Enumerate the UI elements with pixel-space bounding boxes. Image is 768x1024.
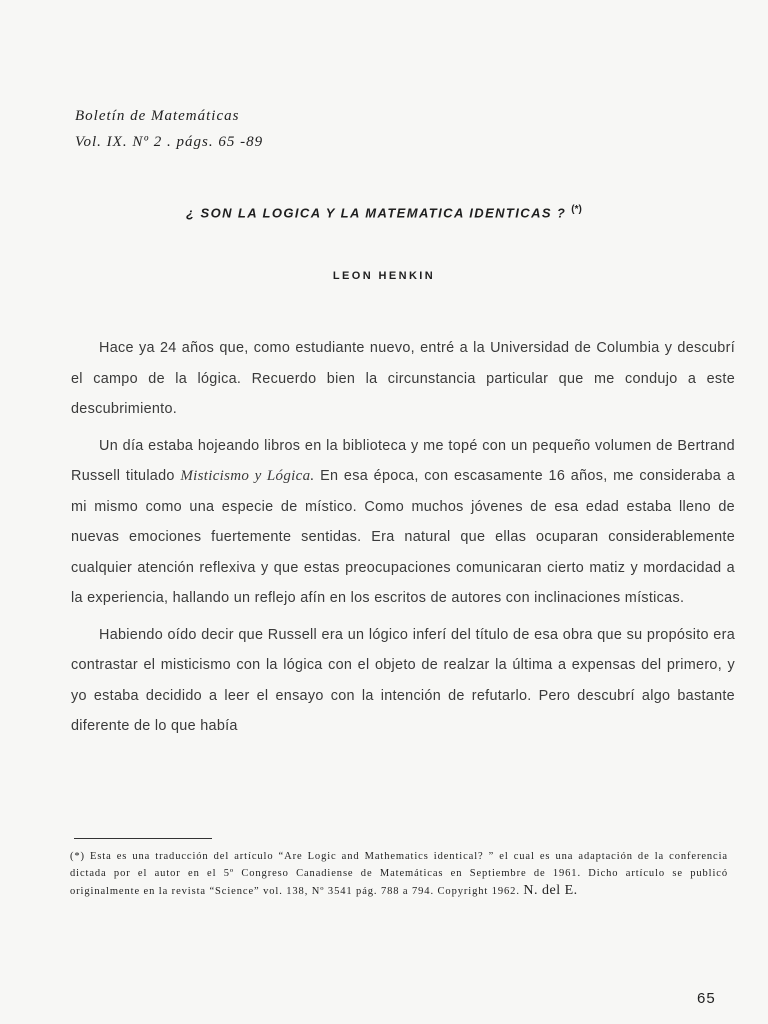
paragraph-2-start: Un día estaba hojeando libros en la biblioteca y me topé con un pequeño volumen de Bertrand Russell titulado xyxy=(71,437,735,484)
footnote xyxy=(70,848,728,900)
paragraph-1: Hace ya 24 años que, como estudiante nuevo, entré a la Universidad de Columbia y descubrí el campo de la lógica. Recuerdo bien la circunstancia particular que me condujo a este descubrimiento. xyxy=(71,340,735,417)
journal-volume: Vol. IX. Nº 2 . págs. 65 -89 xyxy=(75,134,264,150)
footnote-text: (*) Esta es una traducción del artículo “Are Logic and Mathematics identical? ” el cual es una adaptación de la conferencia dictada por el autor en el 5º Congreso Canadiense de Matemáticas en Septiembre de 1961. Dicho artículo se publicó originalmente en la revista “Science” vol. 138, Nº 3541 pág. 788 a 794. Copyright 1962. xyxy=(70,851,728,897)
paragraph-3: Habiendo oído decir que Russell era un lógico inferí del título de esa obra que su propósito era contrastar el misticismo con la lógica con el objeto de realzar la última a expensas del primero, y yo estaba decidido a leer el ensayo con la intención de refutarlo. Pero descubrí algo bastante diferente de lo que había xyxy=(71,626,735,734)
journal-name: Boletín de Matemáticas xyxy=(75,108,240,124)
journal-header xyxy=(75,103,263,155)
article-author: LEON HENKIN xyxy=(332,270,436,282)
paragraph-2-end: En esa época, con escasamente 16 años, me consideraba a mi mismo como una especie de místico. Como muchos jóvenes de esa edad estaba lleno de nuevas emociones fuertemente sentidas. Era natural que ellas ocuparan considerablemente cualquier atención reflexiva y que estas preocupaciones comunicaran cierto matiz y mordacidad a la experiencia, hallando un reflejo afín en los escritos de autores con inclinaciones místicas. xyxy=(71,468,735,606)
paragraph-2 xyxy=(71,431,735,614)
article-title-text: ¿ SON LA LOGICA Y LA MATEMATICA IDENTICAS ? xyxy=(186,205,567,221)
editor-note: N. del E. xyxy=(523,883,578,898)
book-title: Misticismo y Lógica. xyxy=(180,468,315,484)
article-title xyxy=(0,204,768,220)
page-number: 65 xyxy=(697,990,716,1007)
article-body xyxy=(71,333,735,748)
footnote-divider xyxy=(74,838,212,839)
title-footnote-mark: (*) xyxy=(571,204,582,215)
